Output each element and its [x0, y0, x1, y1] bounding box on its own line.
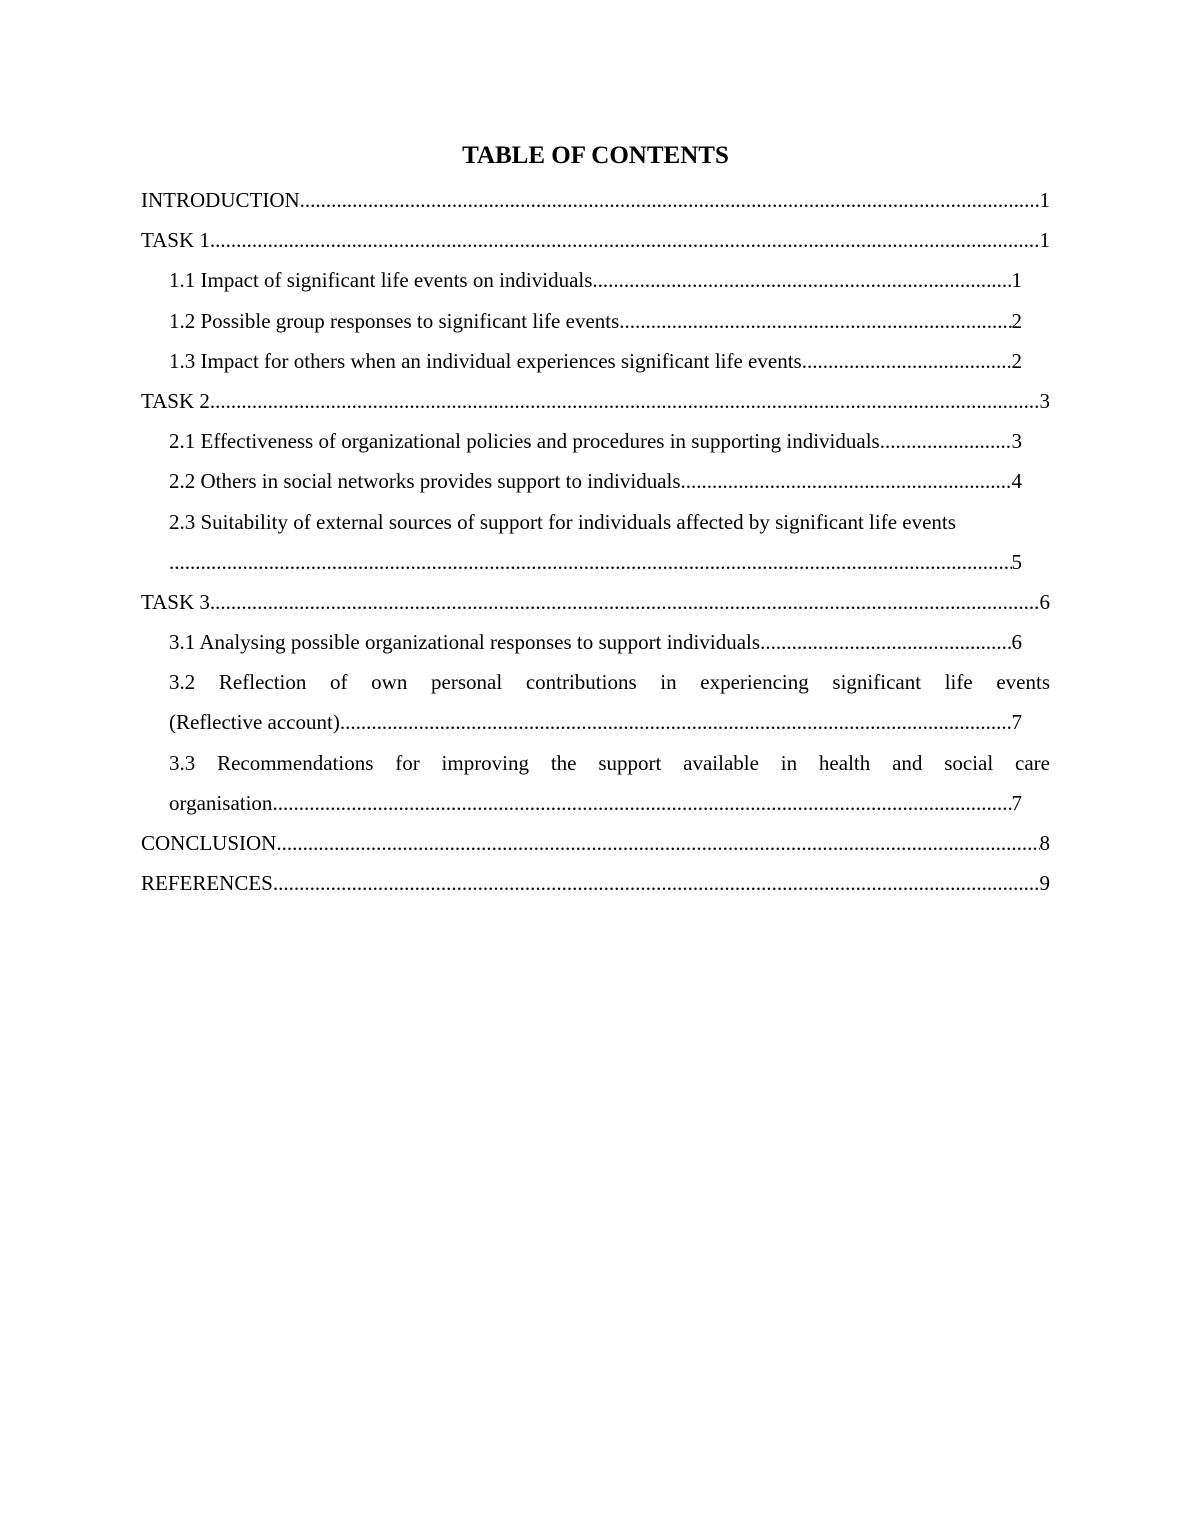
toc-leader-dots	[272, 783, 1011, 823]
toc-entry-line-2	[141, 783, 1050, 823]
toc-entry-label: TASK 3	[141, 589, 210, 614]
toc-page-number: 3	[1039, 388, 1050, 413]
toc-title: TABLE OF CONTENTS	[462, 142, 729, 169]
toc-entry-label: 3.3 Recommendations for improving the support available in health and social care	[169, 750, 1050, 775]
toc-entry-1-3[interactable]	[141, 341, 1050, 381]
toc-entry-label: 2.1 Effectiveness of organizational policies and procedures in supporting individuals	[169, 429, 880, 454]
toc-leader-dots	[169, 542, 1012, 582]
toc-page-number: 2	[1011, 308, 1022, 333]
toc-leader-dots	[802, 341, 1012, 381]
toc-leader-dots	[273, 863, 1040, 903]
toc-entry-label: 1.1 Impact of significant life events on individuals	[169, 268, 593, 293]
toc-entry-conclusion[interactable]	[141, 823, 1050, 863]
toc-leader-dots	[276, 823, 1039, 863]
toc-entry-label: CONCLUSION	[141, 831, 277, 855]
toc-page-number: 6	[1039, 589, 1050, 614]
toc-entry-2-2[interactable]	[141, 461, 1050, 501]
toc-page-number: 6	[1011, 630, 1022, 655]
toc-list	[141, 180, 1050, 903]
toc-entry-label: 3.1 Analysing possible organizational responses to support individuals	[169, 630, 761, 655]
toc-entry-2-3[interactable]	[141, 502, 1050, 582]
toc-entry-label: INTRODUCTION	[141, 188, 300, 212]
toc-entry-introduction[interactable]	[141, 180, 1050, 220]
toc-leader-dots	[210, 381, 1040, 421]
toc-leader-dots	[300, 180, 1040, 220]
toc-entry-label: REFERENCES	[141, 871, 273, 896]
toc-entry-line-1	[141, 743, 1050, 783]
toc-entry-line-2	[141, 702, 1050, 742]
toc-entry-3-1[interactable]	[141, 622, 1050, 662]
toc-entry-label: TASK 1	[141, 228, 210, 253]
toc-leader-dots	[880, 421, 1012, 461]
toc-page-number: 7	[1011, 710, 1022, 735]
toc-page-number: 1	[1011, 268, 1022, 293]
toc-leader-dots	[681, 461, 1012, 501]
toc-entry-label-continued: organisation	[169, 790, 273, 815]
toc-entry-1-1[interactable]	[141, 260, 1050, 300]
toc-page-number: 5	[1011, 549, 1022, 574]
toc-page-number: 9	[1039, 871, 1050, 896]
toc-entry-label: 3.2 Reflection of own personal contributions in experiencing significant life events	[169, 670, 1050, 695]
toc-entry-references[interactable]	[141, 863, 1050, 903]
toc-page-number: 1	[1039, 228, 1050, 253]
toc-page-number: 4	[1011, 469, 1022, 494]
toc-page-number: 8	[1039, 831, 1050, 855]
toc-entry-label: 1.2 Possible group responses to significant life events	[169, 308, 620, 333]
toc-entry-2-1[interactable]	[141, 421, 1050, 461]
toc-entry-line-1	[141, 502, 1050, 542]
toc-entry-label-continued: (Reflective account)	[169, 710, 340, 735]
toc-entry-1-2[interactable]	[141, 301, 1050, 341]
toc-entry-label: 1.3 Impact for others when an individual experiences significant life events	[169, 348, 802, 373]
toc-leader-dots	[210, 220, 1040, 260]
toc-entry-label: 2.2 Others in social networks provides support to individuals	[169, 469, 681, 494]
toc-leader-dots	[210, 582, 1040, 622]
toc-leader-dots	[760, 622, 1011, 662]
toc-entry-task-1[interactable]	[141, 220, 1050, 260]
toc-entry-label: TASK 2	[141, 388, 210, 413]
toc-leader-dots	[619, 301, 1011, 341]
toc-entry-line-2	[141, 542, 1050, 582]
toc-entry-task-3[interactable]	[141, 582, 1050, 622]
toc-page-number: 2	[1011, 348, 1022, 373]
toc-leader-dots	[340, 702, 1012, 742]
document-page	[141, 138, 1050, 903]
toc-page-number: 7	[1011, 790, 1022, 815]
toc-page-number: 3	[1011, 429, 1022, 454]
toc-entry-3-3[interactable]	[141, 743, 1050, 823]
toc-entry-task-2[interactable]	[141, 381, 1050, 421]
toc-entry-line-1	[141, 662, 1050, 702]
toc-entry-label: 2.3 Suitability of external sources of support for individuals affected by significant life events	[169, 509, 956, 534]
toc-entry-3-2[interactable]	[141, 662, 1050, 742]
toc-leader-dots	[592, 260, 1011, 300]
toc-page-number: 1	[1039, 188, 1050, 212]
